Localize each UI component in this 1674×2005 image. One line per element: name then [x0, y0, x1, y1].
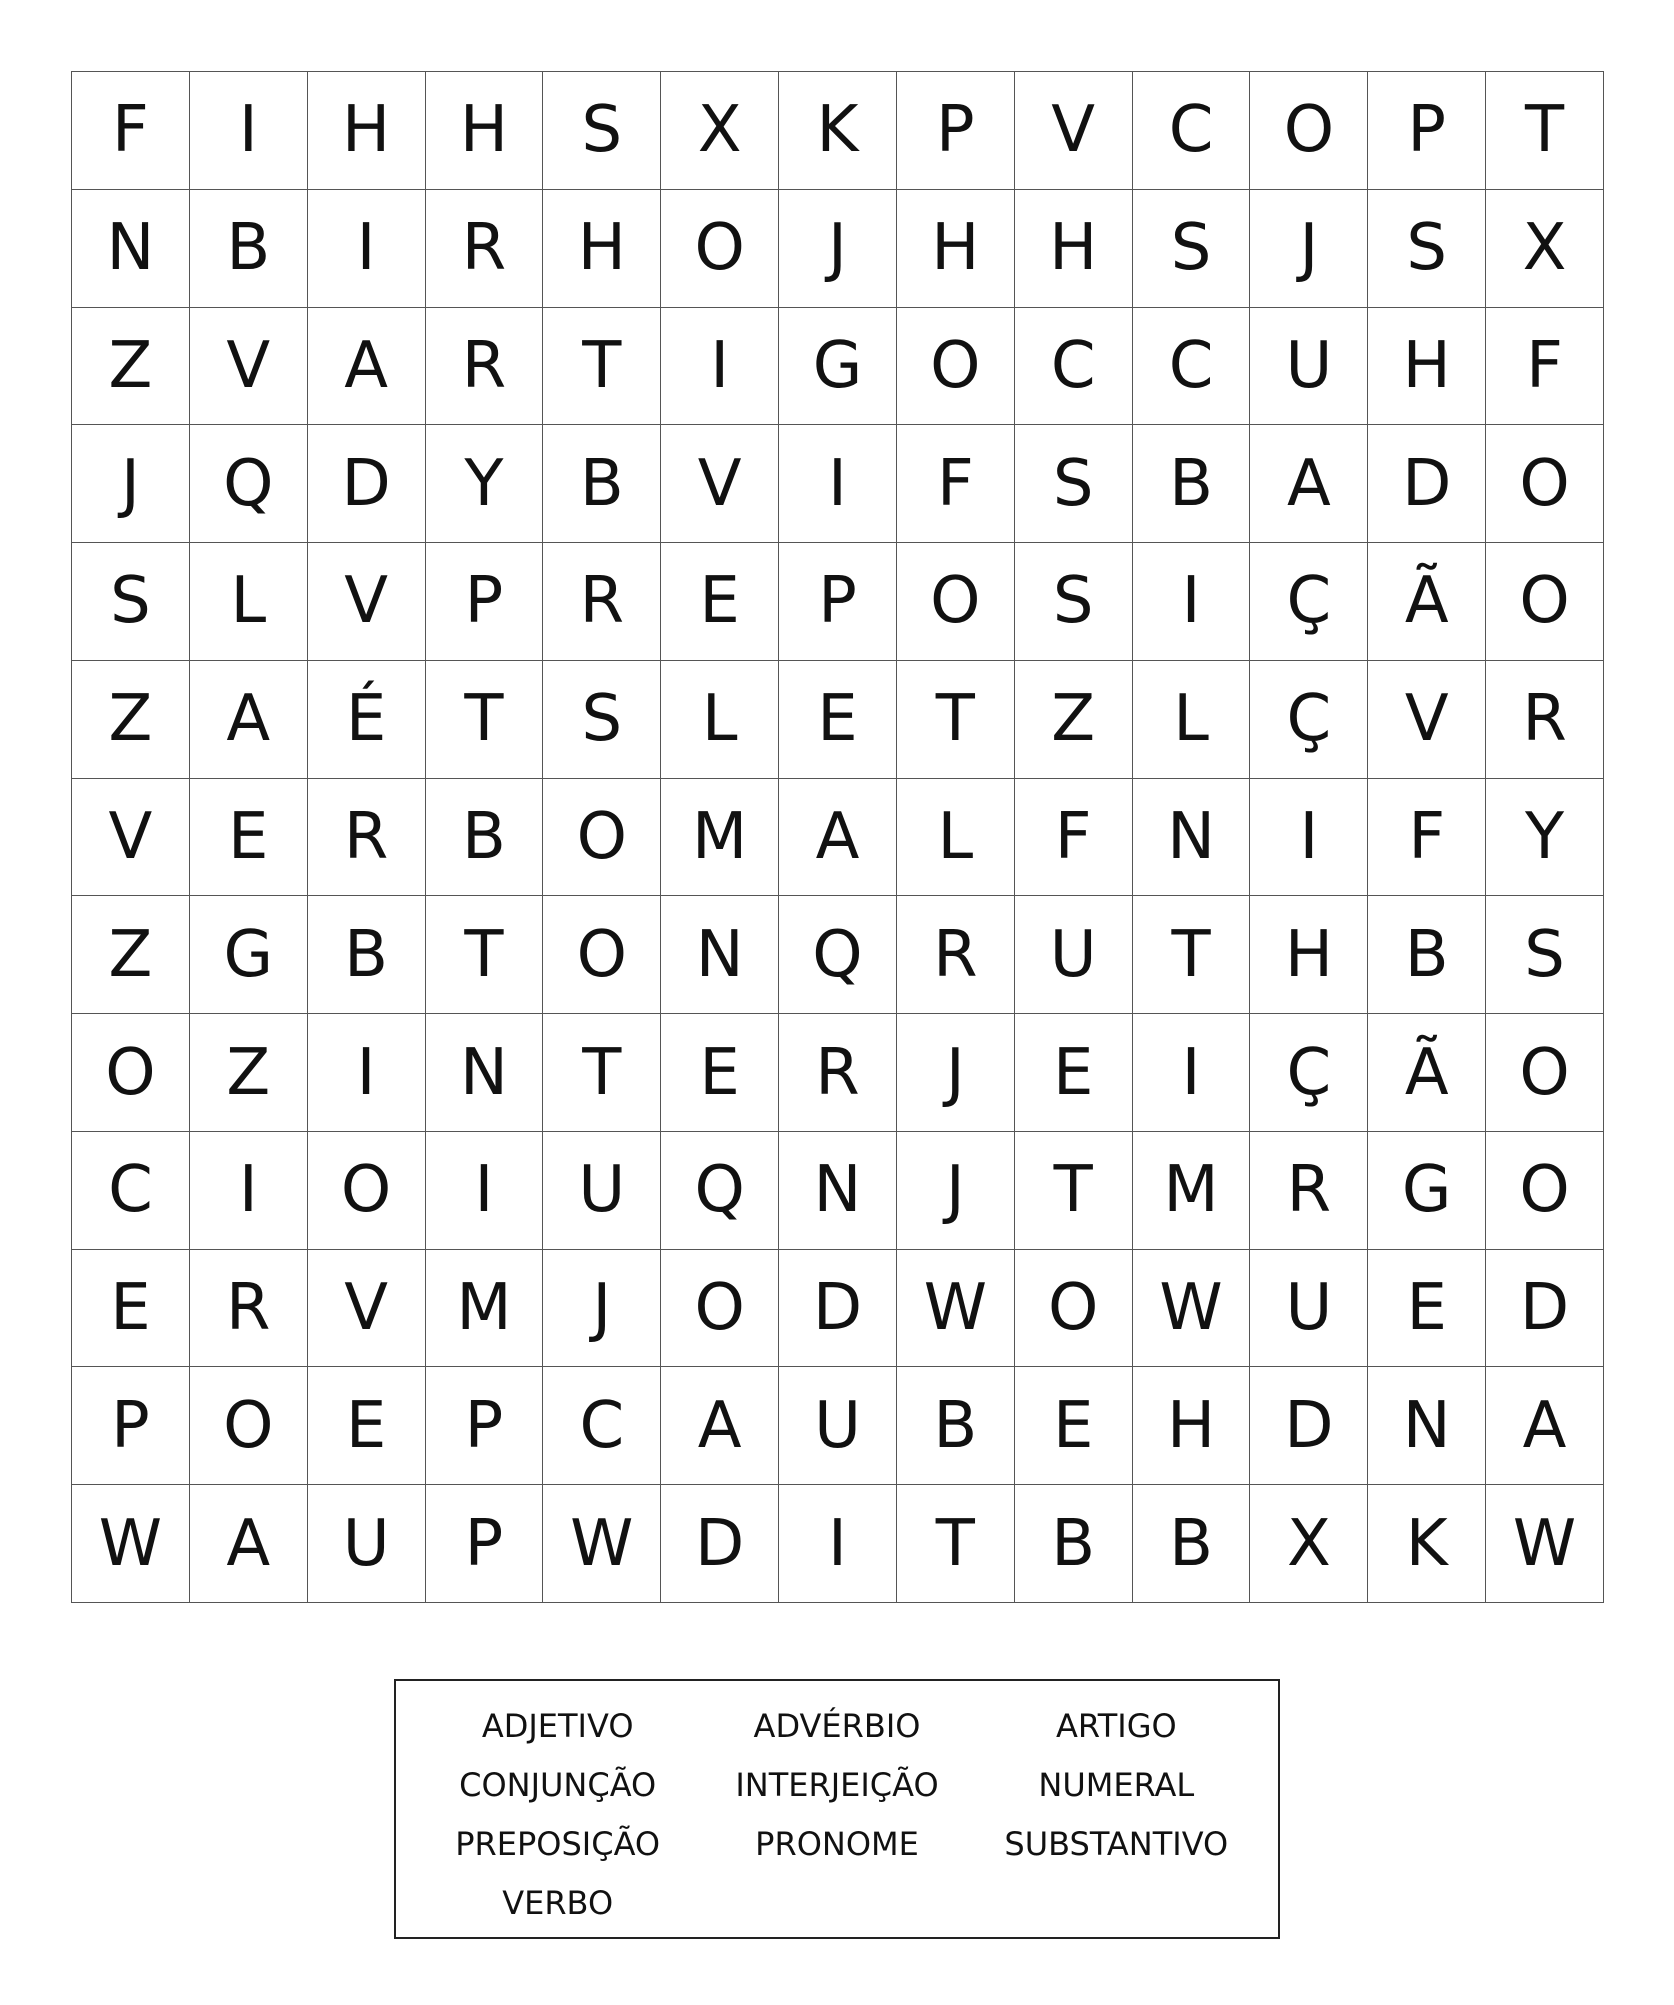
grid-cell[interactable]: B — [1368, 896, 1486, 1014]
grid-cell[interactable]: J — [1250, 190, 1368, 308]
grid-cell[interactable]: C — [72, 1132, 190, 1250]
grid-cell[interactable]: R — [779, 1014, 897, 1132]
grid-cell[interactable]: W — [72, 1485, 190, 1603]
grid-cell[interactable]: O — [661, 190, 779, 308]
grid-cell[interactable]: V — [1368, 661, 1486, 779]
grid-cell[interactable]: O — [661, 1250, 779, 1368]
grid-cell[interactable]: L — [1133, 661, 1251, 779]
grid-cell[interactable]: D — [661, 1485, 779, 1603]
grid-cell[interactable]: P — [426, 543, 544, 661]
grid-cell[interactable]: H — [1368, 308, 1486, 426]
word-list-column-1 — [418, 1697, 697, 1933]
grid-cell[interactable]: S — [1015, 425, 1133, 543]
grid-cell[interactable]: Z — [190, 1014, 308, 1132]
grid-cell[interactable]: T — [426, 896, 544, 1014]
grid-cell[interactable]: É — [308, 661, 426, 779]
grid-cell[interactable]: R — [426, 190, 544, 308]
grid-cell[interactable]: N — [426, 1014, 544, 1132]
grid-cell[interactable]: T — [543, 1014, 661, 1132]
grid-cell[interactable]: Y — [426, 425, 544, 543]
grid-cell[interactable]: U — [1015, 896, 1133, 1014]
grid-cell[interactable]: E — [661, 1014, 779, 1132]
grid-cell[interactable]: A — [1250, 425, 1368, 543]
grid-cell[interactable]: Y — [1486, 779, 1604, 897]
grid-cell[interactable]: R — [190, 1250, 308, 1368]
grid-cell[interactable]: D — [1368, 425, 1486, 543]
grid-cell[interactable]: I — [308, 1014, 426, 1132]
grid-cell[interactable]: W — [543, 1485, 661, 1603]
grid-cell[interactable]: Q — [661, 1132, 779, 1250]
grid-cell[interactable]: W — [1133, 1250, 1251, 1368]
word-verbo: VERBO — [502, 1884, 614, 1922]
grid-cell[interactable]: T — [1015, 1132, 1133, 1250]
grid-cell[interactable]: E — [1368, 1250, 1486, 1368]
grid-cell[interactable]: S — [1368, 190, 1486, 308]
grid-cell[interactable]: P — [72, 1367, 190, 1485]
grid-cell[interactable]: O — [543, 779, 661, 897]
grid-cell[interactable]: X — [1486, 190, 1604, 308]
grid-cell[interactable]: O — [1486, 1132, 1604, 1250]
grid-cell[interactable]: O — [1486, 1014, 1604, 1132]
grid-cell[interactable]: S — [72, 543, 190, 661]
grid-cell[interactable]: Q — [779, 896, 897, 1014]
grid-cell[interactable]: G — [190, 896, 308, 1014]
grid-cell[interactable]: X — [1250, 1485, 1368, 1603]
grid-cell[interactable]: S — [1133, 190, 1251, 308]
grid-cell[interactable]: C — [1133, 72, 1251, 190]
grid-cell[interactable]: I — [190, 72, 308, 190]
grid-cell[interactable]: R — [897, 896, 1015, 1014]
grid-cell[interactable]: B — [1015, 1485, 1133, 1603]
word-list-column-2 — [697, 1697, 976, 1933]
grid-cell[interactable]: I — [1133, 543, 1251, 661]
grid-cell[interactable]: Ç — [1250, 661, 1368, 779]
grid-cell[interactable]: E — [72, 1250, 190, 1368]
grid-cell[interactable]: E — [308, 1367, 426, 1485]
grid-cell[interactable]: B — [543, 425, 661, 543]
grid-cell[interactable]: N — [1133, 779, 1251, 897]
grid-cell[interactable]: Z — [72, 308, 190, 426]
grid-cell[interactable]: M — [661, 779, 779, 897]
grid-cell[interactable]: B — [190, 190, 308, 308]
grid-cell[interactable]: R — [426, 308, 544, 426]
word-numeral: NUMERAL — [1038, 1766, 1195, 1804]
grid-cell[interactable]: O — [897, 308, 1015, 426]
word-pronome: PRONOME — [755, 1825, 919, 1863]
grid-cell[interactable]: R — [1250, 1132, 1368, 1250]
grid-cell[interactable]: Q — [190, 425, 308, 543]
grid-cell[interactable]: A — [779, 779, 897, 897]
grid-cell[interactable]: E — [779, 661, 897, 779]
grid-cell[interactable]: V — [1015, 72, 1133, 190]
grid-cell[interactable]: Ç — [1250, 1014, 1368, 1132]
grid-cell[interactable]: I — [1250, 779, 1368, 897]
grid-cell[interactable]: B — [1133, 1485, 1251, 1603]
grid-cell[interactable]: Ã — [1368, 1014, 1486, 1132]
grid-cell[interactable]: O — [1250, 72, 1368, 190]
grid-cell[interactable]: H — [1015, 190, 1133, 308]
grid-cell[interactable]: N — [661, 896, 779, 1014]
grid-cell[interactable]: R — [1486, 661, 1604, 779]
grid-cell[interactable]: H — [426, 72, 544, 190]
grid-cell[interactable]: K — [779, 72, 897, 190]
grid-cell[interactable]: O — [190, 1367, 308, 1485]
grid-cell[interactable]: L — [897, 779, 1015, 897]
grid-cell[interactable]: J — [72, 425, 190, 543]
grid-cell[interactable]: H — [897, 190, 1015, 308]
grid-cell[interactable]: H — [308, 72, 426, 190]
grid-cell[interactable]: U — [1250, 1250, 1368, 1368]
word-list-box — [394, 1679, 1280, 1939]
grid-cell[interactable]: Z — [72, 661, 190, 779]
grid-cell[interactable]: D — [1486, 1250, 1604, 1368]
grid-cell[interactable]: I — [426, 1132, 544, 1250]
grid-cell[interactable]: Z — [1015, 661, 1133, 779]
grid-cell[interactable]: X — [661, 72, 779, 190]
grid-cell[interactable]: D — [308, 425, 426, 543]
grid-cell[interactable]: F — [1486, 308, 1604, 426]
grid-cell[interactable]: A — [190, 1485, 308, 1603]
grid-cell[interactable]: H — [1133, 1367, 1251, 1485]
grid-cell[interactable]: I — [661, 308, 779, 426]
grid-cell[interactable]: D — [1250, 1367, 1368, 1485]
grid-cell[interactable]: N — [779, 1132, 897, 1250]
grid-cell[interactable]: V — [308, 1250, 426, 1368]
grid-cell[interactable]: D — [779, 1250, 897, 1368]
grid-cell[interactable]: P — [779, 543, 897, 661]
grid-cell[interactable]: P — [426, 1485, 544, 1603]
grid-cell[interactable]: A — [1486, 1367, 1604, 1485]
grid-cell[interactable]: T — [897, 661, 1015, 779]
grid-cell[interactable]: F — [1015, 779, 1133, 897]
grid-cell[interactable]: O — [308, 1132, 426, 1250]
grid-cell[interactable]: E — [1015, 1014, 1133, 1132]
grid-cell[interactable]: N — [72, 190, 190, 308]
grid-cell[interactable]: R — [308, 779, 426, 897]
grid-cell[interactable]: P — [1368, 72, 1486, 190]
grid-cell[interactable]: P — [897, 72, 1015, 190]
grid-cell[interactable]: P — [426, 1367, 544, 1485]
grid-cell[interactable]: O — [1486, 543, 1604, 661]
grid-cell[interactable]: M — [426, 1250, 544, 1368]
grid-cell[interactable]: U — [1250, 308, 1368, 426]
grid-cell[interactable]: O — [72, 1014, 190, 1132]
grid-cell[interactable]: F — [897, 425, 1015, 543]
grid-cell[interactable]: M — [1133, 1132, 1251, 1250]
word-preposicao: PREPOSIÇÃO — [455, 1825, 661, 1863]
grid-cell[interactable]: V — [190, 308, 308, 426]
grid-cell[interactable]: B — [897, 1367, 1015, 1485]
grid-cell[interactable]: T — [426, 661, 544, 779]
grid-cell[interactable]: Ã — [1368, 543, 1486, 661]
grid-cell[interactable]: K — [1368, 1485, 1486, 1603]
grid-cell[interactable]: S — [1015, 543, 1133, 661]
grid-cell[interactable]: C — [1133, 308, 1251, 426]
grid-cell[interactable]: H — [1250, 896, 1368, 1014]
grid-cell[interactable]: R — [543, 543, 661, 661]
grid-cell[interactable]: I — [779, 1485, 897, 1603]
grid-cell[interactable]: J — [779, 190, 897, 308]
word-list-column-3 — [977, 1697, 1256, 1933]
grid-cell[interactable]: I — [779, 425, 897, 543]
grid-cell[interactable]: I — [1133, 1014, 1251, 1132]
word-substantivo: SUBSTANTIVO — [1004, 1825, 1229, 1863]
grid-cell[interactable]: L — [661, 661, 779, 779]
grid-cell[interactable]: T — [897, 1485, 1015, 1603]
grid-cell[interactable]: Z — [72, 896, 190, 1014]
grid-cell[interactable]: E — [1015, 1367, 1133, 1485]
grid-cell[interactable]: C — [543, 1367, 661, 1485]
grid-cell[interactable]: S — [1486, 896, 1604, 1014]
grid-cell[interactable]: A — [661, 1367, 779, 1485]
grid-cell[interactable]: U — [543, 1132, 661, 1250]
grid-cell[interactable]: S — [543, 661, 661, 779]
grid-cell[interactable]: T — [1133, 896, 1251, 1014]
grid-cell[interactable]: F — [72, 72, 190, 190]
grid-cell[interactable]: U — [308, 1485, 426, 1603]
word-interjeicao: INTERJEIÇÃO — [735, 1766, 939, 1804]
grid-cell[interactable]: J — [897, 1014, 1015, 1132]
grid-cell[interactable]: I — [308, 190, 426, 308]
grid-cell[interactable]: T — [1486, 72, 1604, 190]
word-conjuncao: CONJUNÇÃO — [459, 1766, 657, 1804]
grid-cell[interactable]: T — [543, 308, 661, 426]
grid-cell[interactable]: B — [426, 779, 544, 897]
grid-cell[interactable]: V — [661, 425, 779, 543]
grid-cell[interactable]: O — [897, 543, 1015, 661]
word-adjetivo: ADJETIVO — [481, 1707, 634, 1745]
grid-cell[interactable]: B — [308, 896, 426, 1014]
word-artigo: ARTIGO — [1055, 1707, 1177, 1745]
grid-cell[interactable]: G — [779, 308, 897, 426]
grid-cell[interactable]: H — [543, 190, 661, 308]
grid-cell[interactable]: S — [543, 72, 661, 190]
grid-cell[interactable]: O — [1486, 425, 1604, 543]
grid-cell[interactable]: V — [308, 543, 426, 661]
grid-cell[interactable]: W — [1486, 1485, 1604, 1603]
grid-cell[interactable]: A — [190, 661, 308, 779]
grid-cell[interactable]: O — [1015, 1250, 1133, 1368]
grid-cell[interactable]: Ç — [1250, 543, 1368, 661]
grid-cell[interactable]: O — [543, 896, 661, 1014]
grid-cell[interactable]: L — [190, 543, 308, 661]
grid-cell[interactable]: I — [190, 1132, 308, 1250]
grid-cell[interactable]: C — [1015, 308, 1133, 426]
grid-cell[interactable]: E — [190, 779, 308, 897]
grid-cell[interactable]: W — [897, 1250, 1015, 1368]
grid-cell[interactable]: U — [779, 1367, 897, 1485]
grid-cell[interactable]: A — [308, 308, 426, 426]
grid-cell[interactable]: E — [661, 543, 779, 661]
word-adverbio: ADVÉRBIO — [753, 1707, 921, 1745]
grid-cell[interactable]: N — [1368, 1367, 1486, 1485]
grid-cell[interactable]: V — [72, 779, 190, 897]
grid-cell[interactable]: J — [543, 1250, 661, 1368]
grid-cell[interactable]: F — [1368, 779, 1486, 897]
grid-cell[interactable]: G — [1368, 1132, 1486, 1250]
word-search-grid — [71, 71, 1604, 1603]
grid-cell[interactable]: J — [897, 1132, 1015, 1250]
grid-cell[interactable]: B — [1133, 425, 1251, 543]
